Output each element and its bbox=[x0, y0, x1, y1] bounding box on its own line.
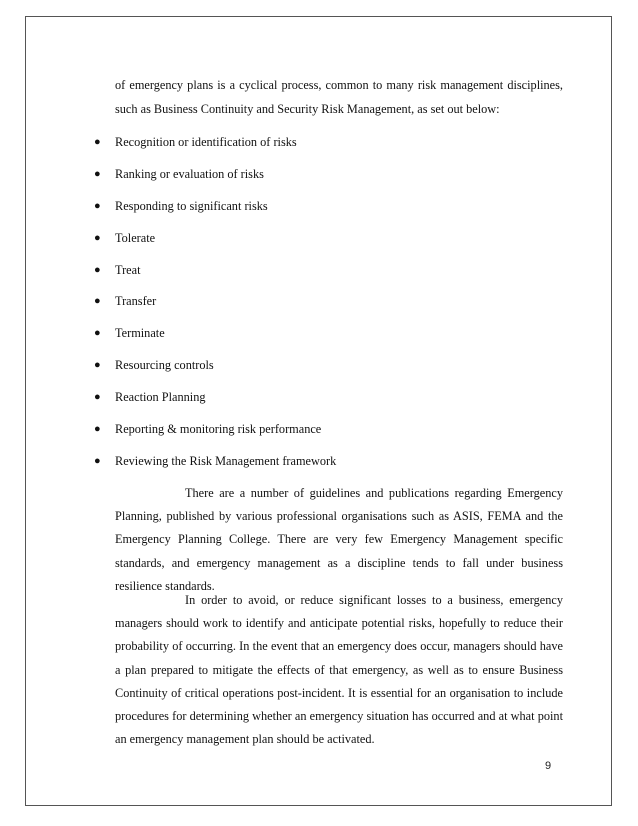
intro-paragraph: of emergency plans is a cyclical process, common to many risk management disciplines, such as Business Continuity and Security Risk Management, as set out below: bbox=[115, 78, 563, 116]
bullet-icon: ● bbox=[94, 455, 101, 467]
list-item-text: Resourcing controls bbox=[115, 358, 214, 372]
bullet-icon: ● bbox=[94, 264, 101, 276]
list-item-text: Transfer bbox=[115, 294, 157, 308]
page-number: 9 bbox=[545, 760, 552, 772]
list-item-text: Tolerate bbox=[115, 231, 156, 245]
list-item-text: Reviewing the Risk Management framework bbox=[115, 454, 337, 468]
list-item-text: Recognition or identification of risks bbox=[115, 135, 297, 149]
list-item-text: Responding to significant risks bbox=[115, 199, 268, 213]
bullet-icon: ● bbox=[94, 423, 101, 435]
bullet-icon: ● bbox=[94, 295, 101, 307]
body-paragraph: In order to avoid, or reduce significant losses to a business, emergency managers should work to identify and anticipate potential risks, hopefully to reduce their probability of occurring. In the event that an emergency does occur, managers should have a plan prepared to mitigate the effects of that emergency, as well as to ensure Business Continuity of critical operations post-incident. It is essential for an organisation to include procedures for determining whether an emergency situation has occurred and at what point an emergency management plan should be activated. bbox=[115, 593, 563, 747]
list-item-text: Reporting & monitoring risk performance bbox=[115, 422, 322, 436]
list-item-text: Reaction Planning bbox=[115, 390, 206, 404]
bullet-icon: ● bbox=[94, 327, 101, 339]
bullet-icon: ● bbox=[94, 200, 101, 212]
bullet-icon: ● bbox=[94, 168, 101, 180]
bullet-icon: ● bbox=[94, 232, 101, 244]
bullet-icon: ● bbox=[94, 359, 101, 371]
body-paragraph: There are a number of guidelines and publications regarding Emergency Planning, published by various professional organisations such as ASIS, FEMA and the Emergency Planning College. There are very few Emergency Management specific standards, and emergency management as a discipline tends to fall under business resilience standards. bbox=[115, 486, 563, 593]
list-item-text: Ranking or evaluation of risks bbox=[115, 167, 264, 181]
list-item-text: Treat bbox=[115, 263, 141, 277]
bullet-icon: ● bbox=[94, 136, 101, 148]
list-item-text: Terminate bbox=[115, 326, 165, 340]
bullet-icon: ● bbox=[94, 391, 101, 403]
